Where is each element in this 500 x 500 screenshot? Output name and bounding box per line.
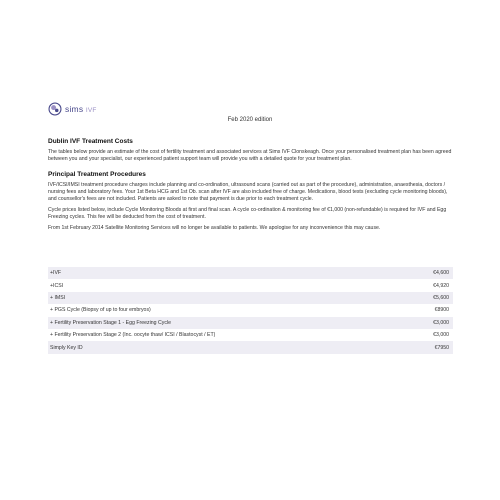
price-item-value: €4,600 <box>433 270 449 277</box>
price-row <box>48 292 453 304</box>
price-item-label: +IVF <box>50 270 62 277</box>
page-title: Dublin IVF Treatment Costs <box>48 138 133 145</box>
price-item-label: Simply Key ID <box>50 344 83 351</box>
logo-text <box>65 104 97 114</box>
sims-ivf-logo <box>48 102 97 116</box>
price-row <box>48 267 453 279</box>
cycle-prices-paragraph: Cycle prices listed below, include Cycle Monitoring Bloods at first and final scan. A cycle co-ordination & monitoring fee of €1,000 (non-refundable) is required for IVF and Egg Freezing cycles. This fee will be deducted from the cost of treatment. <box>48 207 447 220</box>
price-item-label: +ICSI <box>50 282 64 289</box>
price-item-label: + PGS Cycle (Biopsy of up to four embryos) <box>50 307 151 314</box>
price-item-value: €4,920 <box>433 282 449 289</box>
edition-label: Feb 2020 edition <box>227 117 273 123</box>
price-item-label: + Fertility Preservation Stage 2 (Inc. oocyte thaw/ ICSI / Blastocyst / ET) <box>50 332 216 339</box>
intro-paragraph: The tables below provide an estimate of the cost of fertility treatment and associated services at Sims IVF Clonskeagh. Once your personalised treatment plan has been agreed between you and your specialist, our experienced patient support team will provide you with a detailed quote for your treatment plan. <box>48 149 452 162</box>
price-item-value: €7950 <box>434 344 449 351</box>
satellite-notice-paragraph: From 1st February 2014 Satellite Monitoring Services will no longer be available to patients. We apologise for any inconvenience this may cause. <box>48 225 381 231</box>
price-row <box>48 279 453 291</box>
price-item-value: €3,000 <box>433 332 449 339</box>
logo-name: sims <box>65 104 84 114</box>
price-row <box>48 341 453 353</box>
price-row <box>48 329 453 341</box>
price-item-value: €8900 <box>434 307 449 314</box>
price-row <box>48 317 453 329</box>
price-item-label: + IMSI <box>50 294 66 301</box>
price-item-value: €3,000 <box>433 319 449 326</box>
sims-logo-icon <box>48 102 62 116</box>
section-title: Principal Treatment Procedures <box>48 171 146 178</box>
price-item-value: €5,600 <box>433 294 449 301</box>
logo-suffix: IVF <box>85 107 97 114</box>
price-row <box>48 304 453 316</box>
procedures-paragraph: IVF/ICSI/IMSI treatment procedure charges include planning and co-ordination, ultrasound scans (carried out as part of the procedure), administration, anaesthesia, doctors / nursing fees and laboratory fees. Your 1st Beta HCG and 1st Ob. scan after IVF are also included free of charge. Medications, blood tests (excluding cycle monitoring bloods), and counsellor's fees are not included. Patients are asked to note that payment is due prior to each treatment cycle. <box>48 182 448 202</box>
document-body <box>48 138 453 232</box>
price-table <box>48 267 453 354</box>
price-item-label: + Fertility Preservation Stage 1 - Egg Freezing Cycle <box>50 319 171 326</box>
